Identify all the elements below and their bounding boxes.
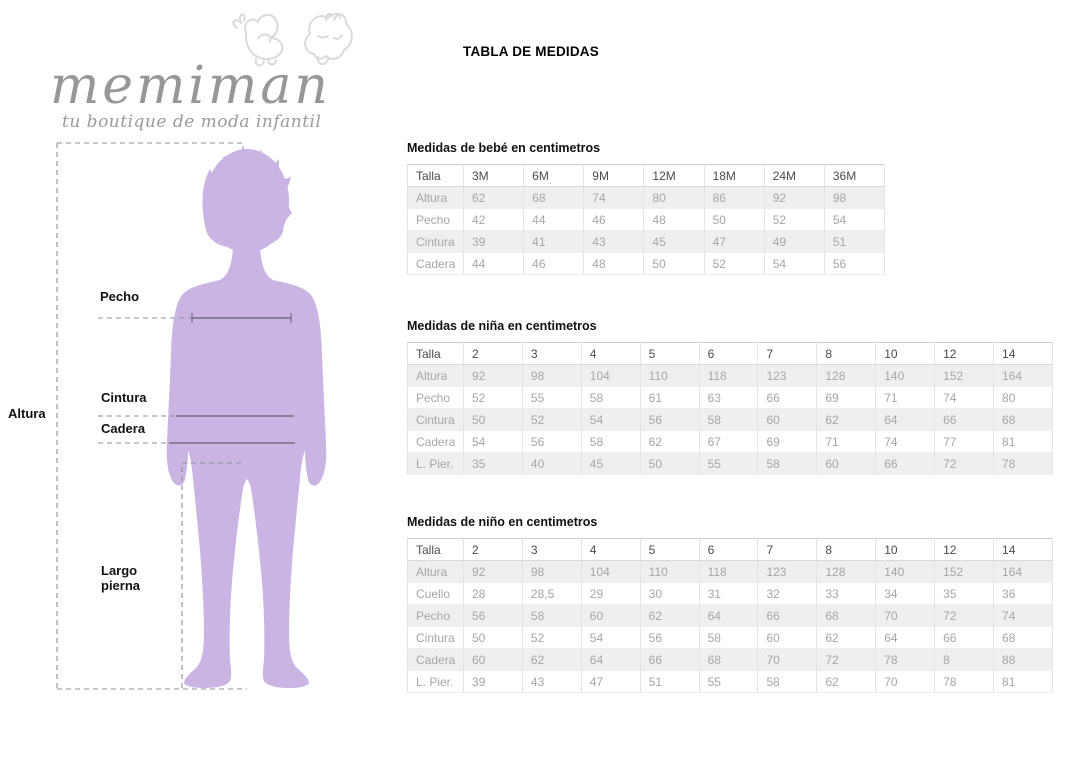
header-cell: 12M	[644, 165, 704, 187]
value-cell: 58	[699, 409, 758, 431]
value-cell: 52	[764, 209, 824, 231]
value-cell: 70	[876, 605, 935, 627]
value-cell: 86	[704, 187, 764, 209]
row-label-cell: Cintura	[408, 409, 464, 431]
value-cell: 48	[584, 253, 644, 275]
header-cell: 2	[464, 539, 523, 561]
value-cell: 64	[699, 605, 758, 627]
value-cell: 51	[824, 231, 884, 253]
header-cell: 4	[581, 539, 640, 561]
value-cell: 66	[640, 649, 699, 671]
value-cell: 58	[758, 671, 817, 693]
header-cell: 8	[817, 539, 876, 561]
row-label-cell: Cadera	[408, 649, 464, 671]
value-cell: 58	[522, 605, 581, 627]
value-cell: 66	[935, 409, 994, 431]
value-cell: 62	[817, 409, 876, 431]
value-cell: 29	[581, 583, 640, 605]
value-cell: 45	[644, 231, 704, 253]
row-label-cell: Pecho	[408, 387, 464, 409]
value-cell: 52	[522, 627, 581, 649]
table-row	[408, 453, 1053, 475]
table-row	[408, 231, 885, 253]
row-label-cell: Cuello	[408, 583, 464, 605]
value-cell: 123	[758, 365, 817, 387]
value-cell: 63	[699, 387, 758, 409]
header-cell: 36M	[824, 165, 884, 187]
header-cell: Talla	[408, 539, 464, 561]
value-cell: 74	[935, 387, 994, 409]
size-table-nino	[407, 538, 1053, 693]
value-cell: 28	[464, 583, 523, 605]
value-cell: 77	[935, 431, 994, 453]
row-label-cell: L. Pier.	[408, 671, 464, 693]
value-cell: 48	[644, 209, 704, 231]
size-table-section-nina	[407, 319, 1053, 475]
value-cell: 52	[522, 409, 581, 431]
value-cell: 78	[994, 453, 1053, 475]
value-cell: 128	[817, 561, 876, 583]
value-cell: 92	[464, 561, 523, 583]
header-cell: 7	[758, 343, 817, 365]
table-row	[408, 649, 1053, 671]
value-cell: 152	[935, 561, 994, 583]
child-body-diagram	[0, 135, 330, 695]
value-cell: 60	[758, 409, 817, 431]
value-cell: 39	[464, 231, 524, 253]
value-cell: 46	[524, 253, 584, 275]
logo-tagline: tu boutique de moda infantil	[62, 112, 322, 132]
table-row	[408, 561, 1053, 583]
value-cell: 60	[464, 649, 523, 671]
value-cell: 8	[935, 649, 994, 671]
header-cell: 6	[699, 539, 758, 561]
value-cell: 70	[758, 649, 817, 671]
value-cell: 81	[994, 671, 1053, 693]
value-cell: 54	[581, 627, 640, 649]
value-cell: 62	[464, 187, 524, 209]
value-cell: 44	[464, 253, 524, 275]
value-cell: 80	[994, 387, 1053, 409]
value-cell: 35	[464, 453, 523, 475]
value-cell: 80	[644, 187, 704, 209]
value-cell: 123	[758, 561, 817, 583]
header-cell: 3	[522, 343, 581, 365]
value-cell: 88	[994, 649, 1053, 671]
value-cell: 72	[817, 649, 876, 671]
row-label-cell: Altura	[408, 561, 464, 583]
value-cell: 54	[581, 409, 640, 431]
label-cadera: Cadera	[101, 421, 146, 436]
value-cell: 104	[581, 561, 640, 583]
table-row	[408, 409, 1053, 431]
value-cell: 128	[817, 365, 876, 387]
value-cell: 50	[640, 453, 699, 475]
size-table-nina	[407, 342, 1053, 475]
header-cell: 12	[935, 539, 994, 561]
value-cell: 54	[764, 253, 824, 275]
value-cell: 62	[640, 605, 699, 627]
value-cell: 118	[699, 365, 758, 387]
header-cell: 5	[640, 539, 699, 561]
logo-brand: memiman	[50, 56, 331, 116]
value-cell: 44	[524, 209, 584, 231]
value-cell: 35	[935, 583, 994, 605]
value-cell: 41	[524, 231, 584, 253]
label-cintura: Cintura	[101, 390, 147, 405]
value-cell: 74	[994, 605, 1053, 627]
value-cell: 55	[699, 453, 758, 475]
value-cell: 81	[994, 431, 1053, 453]
table-row	[408, 387, 1053, 409]
header-cell: 14	[994, 343, 1053, 365]
value-cell: 39	[464, 671, 523, 693]
table-row	[408, 605, 1053, 627]
header-cell: 14	[994, 539, 1053, 561]
header-cell: 12	[935, 343, 994, 365]
value-cell: 33	[817, 583, 876, 605]
header-cell: Talla	[408, 343, 464, 365]
value-cell: 51	[640, 671, 699, 693]
value-cell: 118	[699, 561, 758, 583]
value-cell: 28,5	[522, 583, 581, 605]
value-cell: 68	[699, 649, 758, 671]
row-label-cell: Altura	[408, 187, 464, 209]
header-cell: 4	[581, 343, 640, 365]
value-cell: 50	[704, 209, 764, 231]
value-cell: 110	[640, 365, 699, 387]
header-cell: 3	[522, 539, 581, 561]
value-cell: 64	[876, 409, 935, 431]
row-label-cell: Altura	[408, 365, 464, 387]
value-cell: 69	[817, 387, 876, 409]
value-cell: 140	[876, 365, 935, 387]
value-cell: 61	[640, 387, 699, 409]
value-cell: 43	[584, 231, 644, 253]
value-cell: 55	[522, 387, 581, 409]
value-cell: 52	[464, 387, 523, 409]
table-row	[408, 365, 1053, 387]
value-cell: 72	[935, 605, 994, 627]
header-cell: 2	[464, 343, 523, 365]
value-cell: 64	[876, 627, 935, 649]
table-title: Medidas de bebé en centimetros	[407, 141, 601, 155]
table-header-row	[408, 165, 885, 187]
value-cell: 67	[699, 431, 758, 453]
row-label-cell: Cadera	[408, 253, 464, 275]
header-cell: 6	[699, 343, 758, 365]
value-cell: 98	[824, 187, 884, 209]
page-title: TABLA DE MEDIDAS	[463, 44, 599, 59]
size-table-section-bebe	[407, 141, 885, 275]
label-altura: Altura	[8, 406, 46, 421]
label-pecho: Pecho	[100, 289, 140, 304]
value-cell: 56	[640, 409, 699, 431]
value-cell: 92	[464, 365, 523, 387]
value-cell: 62	[640, 431, 699, 453]
table-row	[408, 583, 1053, 605]
row-label-cell: Cintura	[408, 231, 464, 253]
table-row	[408, 671, 1053, 693]
value-cell: 62	[817, 671, 876, 693]
value-cell: 74	[584, 187, 644, 209]
value-cell: 50	[464, 409, 523, 431]
value-cell: 98	[522, 561, 581, 583]
header-cell: 8	[817, 343, 876, 365]
value-cell: 56	[640, 627, 699, 649]
table-row	[408, 209, 885, 231]
value-cell: 45	[581, 453, 640, 475]
header-cell: 5	[640, 343, 699, 365]
value-cell: 34	[876, 583, 935, 605]
table-title: Medidas de niño en centimetros	[407, 515, 598, 529]
value-cell: 54	[824, 209, 884, 231]
table-row	[408, 187, 885, 209]
value-cell: 78	[876, 649, 935, 671]
value-cell: 104	[581, 365, 640, 387]
value-cell: 78	[935, 671, 994, 693]
value-cell: 69	[758, 431, 817, 453]
value-cell: 50	[644, 253, 704, 275]
header-cell: 18M	[704, 165, 764, 187]
value-cell: 60	[758, 627, 817, 649]
row-label-cell: Pecho	[408, 209, 464, 231]
value-cell: 164	[994, 365, 1053, 387]
value-cell: 54	[464, 431, 523, 453]
value-cell: 42	[464, 209, 524, 231]
baby-doodles-icon	[228, 8, 360, 72]
header-cell: 7	[758, 539, 817, 561]
header-cell: 24M	[764, 165, 824, 187]
value-cell: 66	[876, 453, 935, 475]
value-cell: 98	[522, 365, 581, 387]
value-cell: 32	[758, 583, 817, 605]
value-cell: 70	[876, 671, 935, 693]
value-cell: 56	[464, 605, 523, 627]
header-cell: 6M	[524, 165, 584, 187]
value-cell: 92	[764, 187, 824, 209]
value-cell: 58	[581, 431, 640, 453]
value-cell: 71	[817, 431, 876, 453]
row-label-cell: Cadera	[408, 431, 464, 453]
value-cell: 62	[817, 627, 876, 649]
row-label-cell: L. Pier.	[408, 453, 464, 475]
value-cell: 71	[876, 387, 935, 409]
header-cell: 3M	[464, 165, 524, 187]
table-row	[408, 431, 1053, 453]
row-label-cell: Pecho	[408, 605, 464, 627]
value-cell: 68	[524, 187, 584, 209]
value-cell: 58	[758, 453, 817, 475]
value-cell: 68	[994, 409, 1053, 431]
value-cell: 43	[522, 671, 581, 693]
value-cell: 66	[758, 387, 817, 409]
value-cell: 72	[935, 453, 994, 475]
table-header-row	[408, 539, 1053, 561]
value-cell: 36	[994, 583, 1053, 605]
value-cell: 60	[817, 453, 876, 475]
row-label-cell: Cintura	[408, 627, 464, 649]
value-cell: 56	[824, 253, 884, 275]
value-cell: 40	[522, 453, 581, 475]
value-cell: 46	[584, 209, 644, 231]
table-title: Medidas de niña en centimetros	[407, 319, 597, 333]
value-cell: 60	[581, 605, 640, 627]
label-largo-pierna: Largo pierna	[101, 563, 141, 593]
value-cell: 64	[581, 649, 640, 671]
value-cell: 66	[935, 627, 994, 649]
value-cell: 62	[522, 649, 581, 671]
table-row	[408, 627, 1053, 649]
value-cell: 58	[699, 627, 758, 649]
value-cell: 68	[994, 627, 1053, 649]
header-cell: 9M	[584, 165, 644, 187]
size-table-bebe	[407, 164, 885, 275]
value-cell: 47	[704, 231, 764, 253]
header-cell: 10	[876, 343, 935, 365]
header-cell: Talla	[408, 165, 464, 187]
value-cell: 50	[464, 627, 523, 649]
value-cell: 52	[704, 253, 764, 275]
value-cell: 110	[640, 561, 699, 583]
size-table-section-nino	[407, 515, 1053, 693]
value-cell: 164	[994, 561, 1053, 583]
value-cell: 68	[817, 605, 876, 627]
value-cell: 31	[699, 583, 758, 605]
table-row	[408, 253, 885, 275]
value-cell: 140	[876, 561, 935, 583]
value-cell: 74	[876, 431, 935, 453]
table-header-row	[408, 343, 1053, 365]
value-cell: 30	[640, 583, 699, 605]
value-cell: 49	[764, 231, 824, 253]
header-cell: 10	[876, 539, 935, 561]
value-cell: 66	[758, 605, 817, 627]
value-cell: 56	[522, 431, 581, 453]
value-cell: 47	[581, 671, 640, 693]
value-cell: 58	[581, 387, 640, 409]
value-cell: 152	[935, 365, 994, 387]
value-cell: 55	[699, 671, 758, 693]
